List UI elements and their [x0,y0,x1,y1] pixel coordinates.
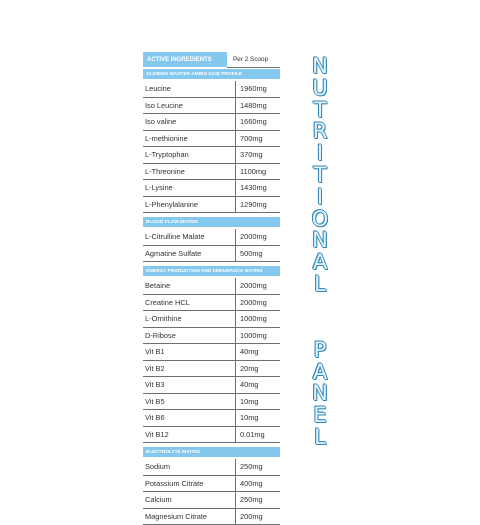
ingredient-amount: 0.01mg [236,430,280,439]
ingredient-row [143,295,280,312]
ingredient-row [143,311,280,328]
ingredient-row [143,344,280,361]
ingredient-amount: 2000mg [236,281,280,290]
ingredient-name: Potassium Citrate [143,476,236,492]
ingredient-row [143,81,280,98]
title-letter: R [313,121,328,143]
ingredient-row [143,180,280,197]
ingredient-row [143,509,280,525]
title-letter: A [313,252,327,274]
ingredient-row [143,98,280,115]
title-letter: L [314,427,326,449]
ingredient-row [143,197,280,214]
title-letter: N [312,383,328,405]
title-letter: U [312,78,327,100]
ingredient-name: Vit B6 [143,410,236,426]
title-letter: P [314,340,327,362]
ingredient-amount: 1960mg [236,84,280,93]
ingredient-row [143,410,280,427]
ingredient-amount: 400mg [236,479,280,488]
sections-container [143,69,280,525]
ingredient-row [143,246,280,263]
ingredient-amount: 10mg [236,397,280,406]
ingredient-amount: 1290mg [236,200,280,209]
ingredient-name: L-Tryptophan [143,147,236,163]
ingredient-row [143,394,280,411]
title-letter: I [317,143,323,165]
ingredient-amount: 700mg [236,134,280,143]
ingredient-name: Calcium [143,492,236,508]
active-ingredients-label: ACTIVE INGREDIENTS [143,52,227,67]
title-letter: L [314,274,326,296]
ingredient-name: Sodium [143,459,236,475]
ingredient-name: L-Citrulline Malate [143,229,236,245]
ingredient-row [143,427,280,444]
ingredient-amount: 40mg [236,380,280,389]
ingredient-name: Vit B12 [143,427,236,443]
ingredient-amount: 20mg [236,364,280,373]
ingredient-amount: 250mg [236,462,280,471]
title-letter: A [313,362,327,384]
ingredient-row [143,459,280,476]
ingredient-name: Vit B1 [143,344,236,360]
ingredient-amount: 1480mg [236,101,280,110]
ingredient-amount: 370mg [236,150,280,159]
ingredient-name: Leucine [143,81,236,97]
ingredient-row [143,164,280,181]
ingredient-amount: 1100mg [236,167,280,176]
ingredient-name: Magnesium Citrate [143,509,236,525]
ingredient-name: L-Phenylalanine [143,197,236,213]
ingredient-row [143,131,280,148]
section-header: ELECTROLYTE MATRIX [143,447,280,457]
ingredient-amount: 2000mg [236,232,280,241]
ingredient-row [143,147,280,164]
ingredient-name: Iso valine [143,114,236,130]
ingredient-row [143,361,280,378]
ingredient-name: Vit B5 [143,394,236,410]
ingredient-name: L-Lysine [143,180,236,196]
ingredient-name: Vit B2 [143,361,236,377]
ingredient-amount: 200mg [236,512,280,521]
ingredient-row [143,377,280,394]
title-letter: O [312,209,329,231]
section-header: 10,000MG MASTER AMINO ACID PROFILE [143,69,280,79]
table-header [143,52,280,67]
ingredient-amount: 500mg [236,249,280,258]
ingredient-name: L-methionine [143,131,236,147]
ingredient-row [143,492,280,509]
ingredient-row [143,476,280,493]
nutritional-panel-title [304,56,336,449]
ingredient-amount: 10mg [236,413,280,422]
ingredient-row [143,328,280,345]
title-letter: T [314,100,327,122]
ingredient-amount: 250mg [236,495,280,504]
title-letter: E [313,405,326,427]
ingredient-row [143,229,280,246]
ingredient-amount: 1430mg [236,183,280,192]
nutrition-table [143,52,280,525]
title-letter: N [312,56,328,78]
section-header: BLOOD FLOW MATRIX [143,217,280,227]
ingredient-amount: 1000mg [236,331,280,340]
section-header: ENERGY PRODUCTION AND ENDURANCE MATRIX [143,266,280,276]
ingredient-name: Creatine HCL [143,295,236,311]
ingredient-amount: 1660mg [236,117,280,126]
ingredient-name: Vit B3 [143,377,236,393]
ingredient-amount: 1000mg [236,314,280,323]
ingredient-row [143,114,280,131]
ingredient-name: Iso Leucine [143,98,236,114]
ingredient-name: L-Ornithine [143,311,236,327]
ingredient-name: L-Threonine [143,164,236,180]
ingredient-amount: 2000mg [236,298,280,307]
per-serving-label: Per 2 Scoop [227,52,280,68]
ingredient-name: D-Ribose [143,328,236,344]
ingredient-amount: 40mg [236,347,280,356]
ingredient-name: Agmatine Sulfate [143,246,236,262]
title-letter: N [312,230,328,252]
title-letter: I [317,187,323,209]
ingredient-row [143,278,280,295]
ingredient-name: Betaine [143,278,236,294]
title-letter: T [314,165,327,187]
